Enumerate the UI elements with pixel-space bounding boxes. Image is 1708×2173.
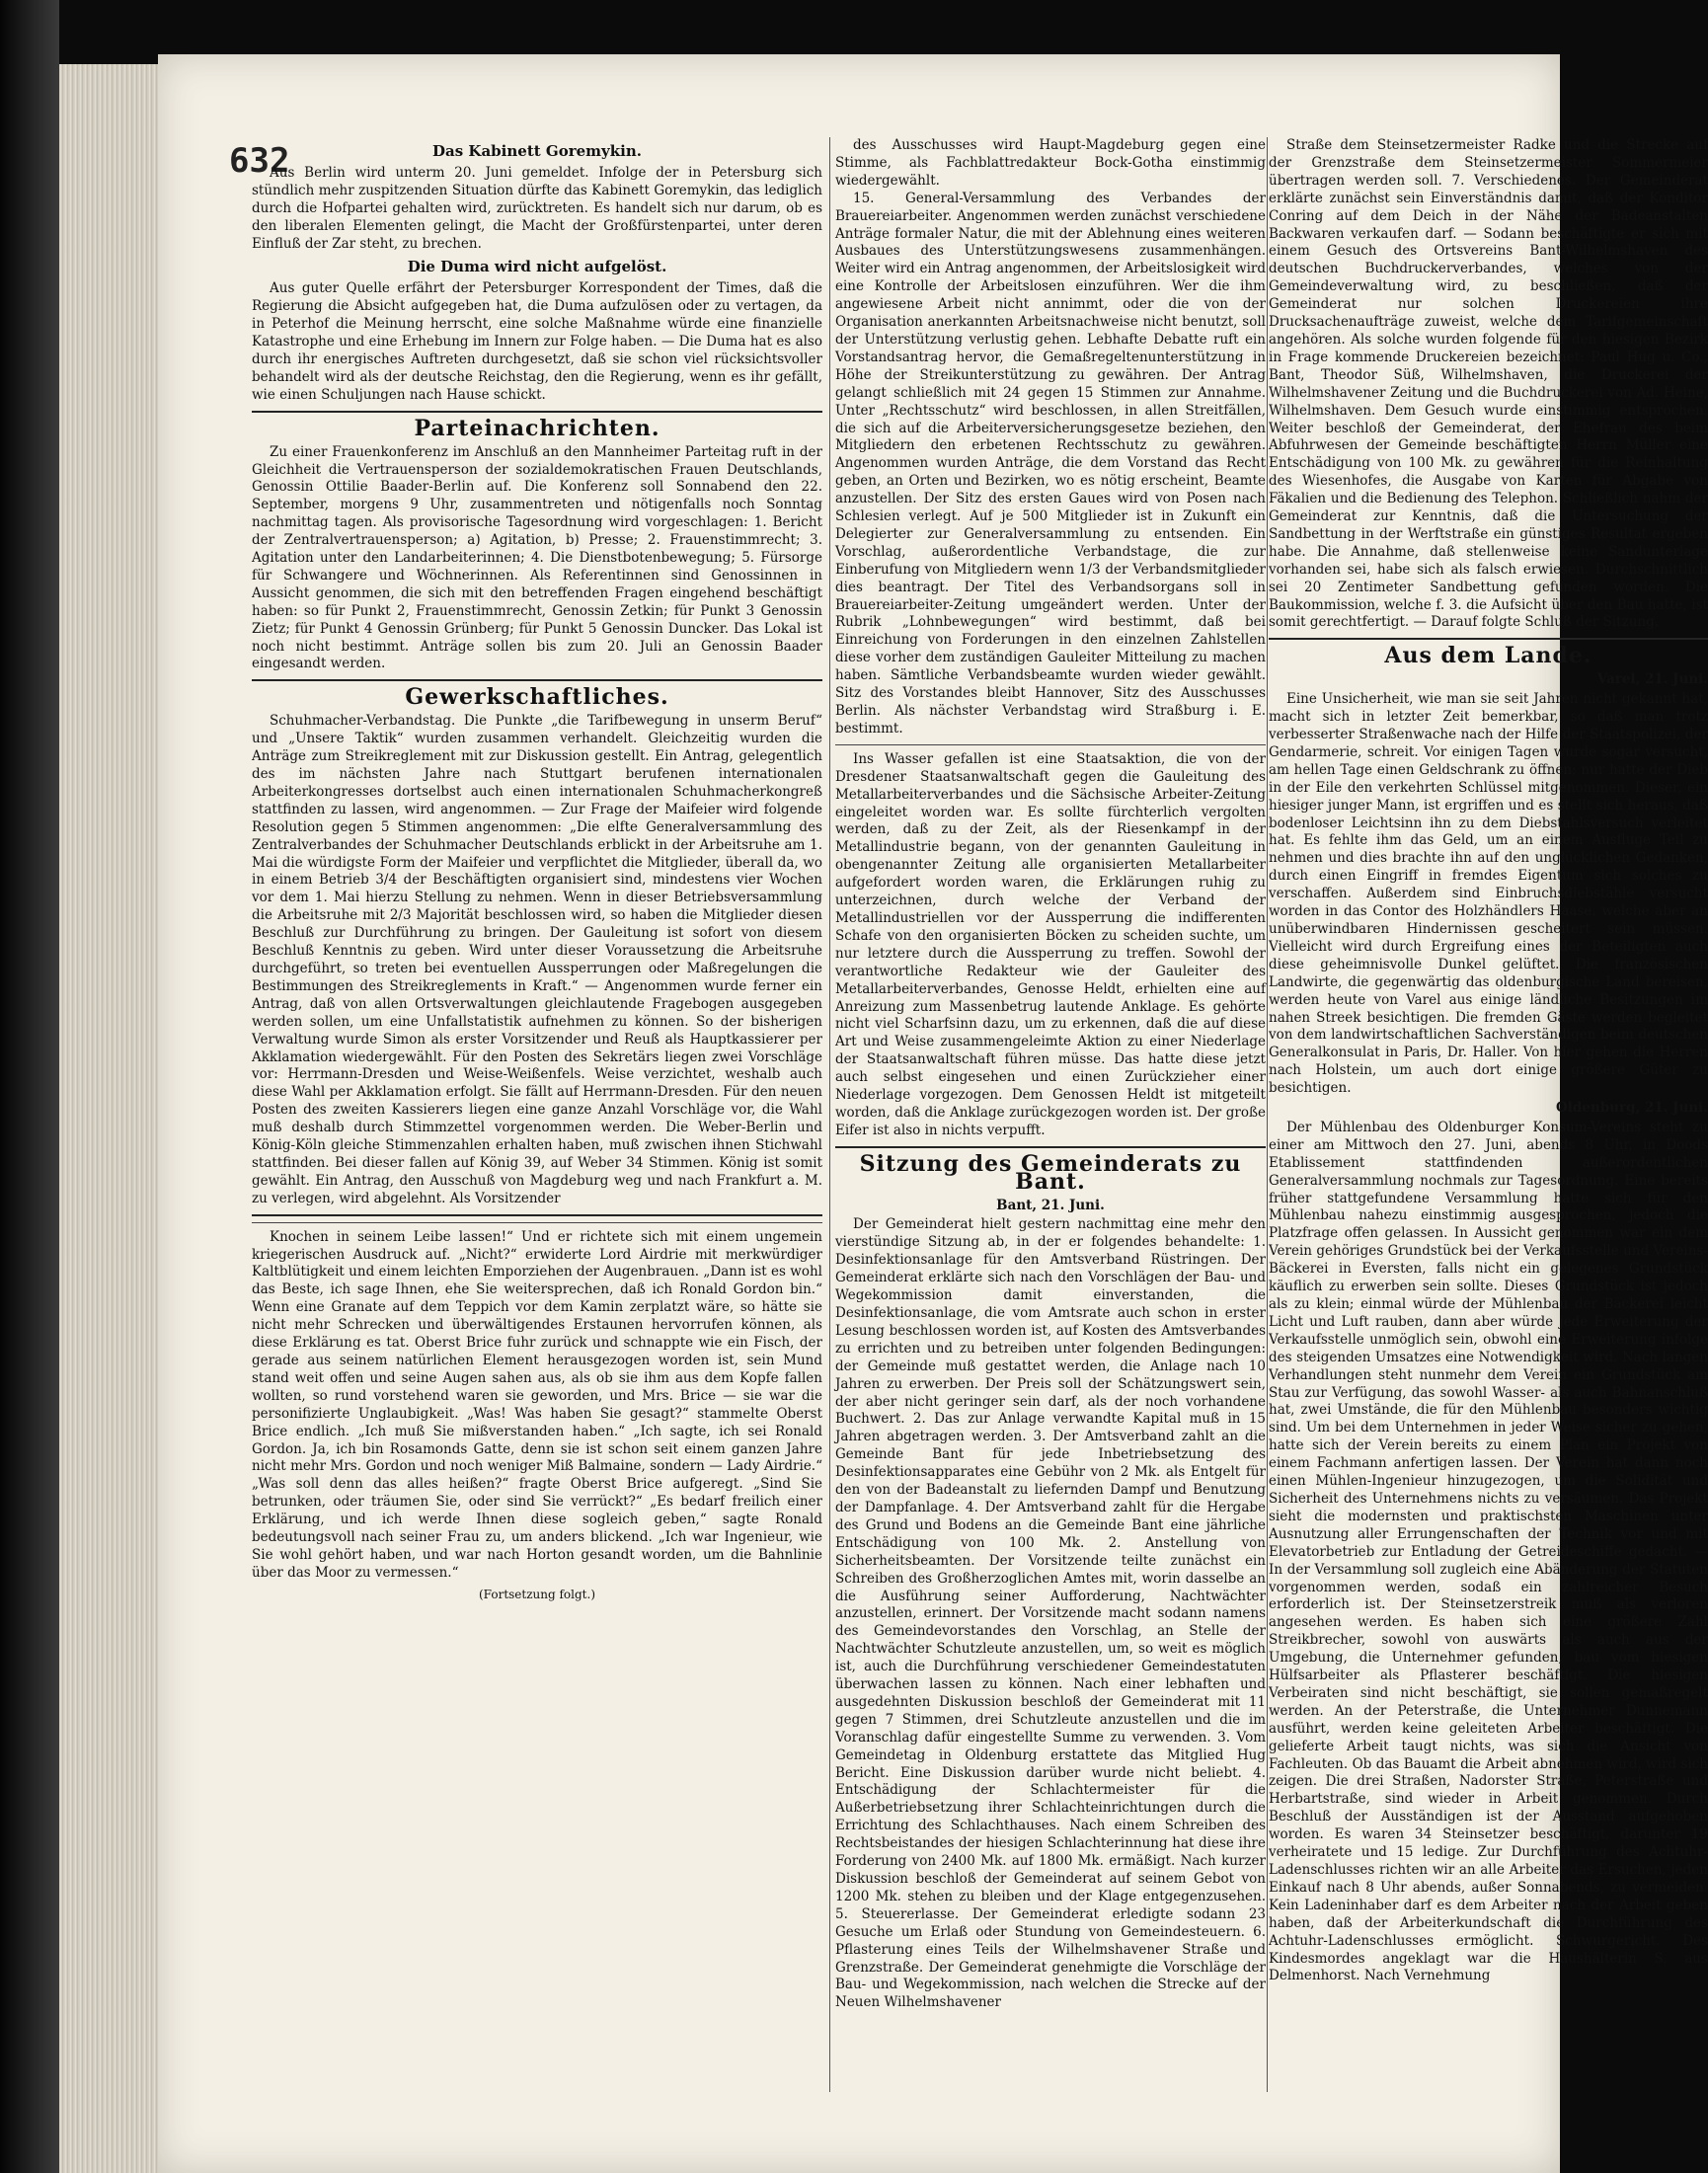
- article-text-partei: Zu einer Frauenkonferenz im Anschluß an den Mannheimer Parteitag ruft in der Gleichheit die Vertrauensperson der sozialdemokratischen Frauen Deutschlands, Genossin Ottilie Baader-Berlin auf. Die Konferenz soll Sonnabend den 22. September, morgens 9 Uhr, zusammentreten und nötigenfalls noch Sonntag nachmittag tagen. Als provisorische Tagesordnung wird vorgeschlagen: 1. Bericht der Zentralvertrauensperson; a) Agitation, b) Presse; 2. Frauenstimmrecht; 3. Agitation unter den Landarbeiterinnen; 4. Die Dienstbotenbewegung; 5. Fürsorge für Schwangere und Wöchnerinnen. Als Referentinnen sind Genossinnen in Aussicht genommen, die sich mit den betreffenden Fragen eingehend beschäftigt haben: so für Punkt 2, Frauenstimmrecht, Genossin Zetkin; für Punkt 3 Genossin Zietz; für Punkt 4 Genossin Grünberg; für Punkt 5 Genossin Duncker. Das Lokal ist noch nicht bestimmt. Anträge sollen bis zum 20. Juli an Genossin Baader eingesandt werden.: [252, 443, 822, 672]
- newspaper-page: [158, 54, 1708, 2173]
- feuilleton-rule: [252, 1214, 822, 1216]
- article-text-intro: des Ausschusses wird Haupt-Magdeburg gegen eine Stimme, als Fachblattredakteur Bock-Gotha einstimmig wiedergewählt.: [835, 137, 1266, 189]
- column-2: [835, 137, 1266, 2112]
- column-3: [1269, 137, 1708, 2112]
- article-text-duma: Aus guter Quelle erfährt der Petersburger Korrespondent der Times, daß die Regierung die Absicht aufgegeben hat, die Duma aufzulösen oder zu vertagen, da in Peterhof die Meinung herrscht, eine solche Maßnahme würde eine finanzielle Katastrophe und eine Erhebung im Innern zur Folge haben. — Die Duma hat es also durch ihr energisches Auftreten durchgesetzt, daß sie schon viel rücksichtsvoller behandelt wird als der deutsche Reichstag, den die Regierung, wenn es ihr gefällt, wie einen Schuljungen nach Hause schickt.: [252, 280, 822, 403]
- section-rule: [252, 679, 822, 681]
- column-rule: [829, 137, 830, 2092]
- dateline-oldenburg: Oldenburg, 21. Juni.: [1556, 1100, 1708, 1117]
- article-text-oldenburg: Der Mühlenbau des Oldenburger Konsum-Vereins steht zu einer am Mittwoch den 27. Juni, abends 8 Uhr, in Doods Etablissement stattfindenden außerordentlichen Generalversammlung nochmals zur Tagesordnung. Eine bereits früher stattgefundene Versammlung hatte sich für den Mühlenbau nahezu einstimmig ausgesprochen, jedoch die Platzfrage offen gelassen. In Aussicht genommen war ein dem Verein gehöriges Grundstück bei der Verkaufsstelle und Vereins-Bäckerei in Eversten, falls nicht ein gelegenes Grundstück käuflich zu erwerben sein sollte. Dieses Grundstück ist jedoch als zu klein; einmal würde der Mühlenbau der Bäckerei leicht Licht und Luft rauben, dann aber würde jede Erweiterung der Verkaufsstelle unmöglich sein, obwohl eine Erweiterung infolge des steigenden Umsatzes eine Notwendigkeit wird. Nach langen Verhandlungen steht nunmehr dem Verein ein Grundstück am Stau zur Verfügung, das sowohl Wasser- als auch Bahnanschluß hat, zwei Umstände, die für den Mühlenbau besonders wichtig sind. Um bei dem Unternehmen in jeder Weise sicher zu gehen, hatte sich der Verein bereits zu einem Plan ein Projekt von einem Fachmann anfertigen lassen. Der Verein hat dann noch einen Mühlen-Ingenieur hinzugezogen, um die Solidität und Sicherheit des Unternehmens nichts zu versäumen. Das Projekt sieht die modernsten und praktischsten Maschinen unter Ausnutzung aller Errungenschaften der Technik vor und mit Elevatorbetrieb zur Entladung der Getreideschiffe gedacht. — In der Versammlung soll zugleich eine Abänderung der Statuten vorgenommen werden, sodaß ein zahlreicher Besuch erforderlich ist. Der Steinsetzerstreik muß als verloren angesehen werden. Es haben sich eine größere Zahl Streikbrecher, sowohl von auswärts als auch aus der Umgebung, die Unternehmer gefunden, bau vom hiesigen Hülfsarbeiter als Pflasterer beschäftigt. Die hiesigen Verbeiraten sind nicht beschäftigt, sie sollen gemaßregelt werden. An der Peterstraße, die Unternehmer Dunnemann ausführt, werden keine geleiteten Arbeiter beschäftigt. Die gelieferte Arbeit taugt nichts, was sich die Ansicht von Fachleuten. Ob das Bauamt die Arbeit abnehmen wird, wird sich zeigen. Die drei Straßen, Nadorster Straße, Peterstraße und Herbartstraße, sind wieder in Arbeit genommen. Durch Beschluß der Ausständigen ist der Ausstand aufgehoben worden. Es waren 34 Steinsetzer beschäftigt, darunter 19 verheiratete und 15 ledige. Zur Durchführung des Achtuhr-Ladenschlusses richten wir an alle Arbeiter das Ersuchen, jeden Einkauf nach 8 Uhr abends, außer Sonnabends, zu vermeiden. Kein Ladeninhaber darf es dem Arbeiter nach der Arbeit geben haben, daß der Arbeiterkundschaft die Durchführung des Achtuhr-Ladenschlusses ermöglicht. Schwurgericht. Des Kindesmordes angeklagt war die Haushälterin S. aus Delmenhorst. Nach Vernehmung: [1269, 1119, 1708, 1984]
- section-title-gewerk: Gewerkschaftliches.: [405, 684, 669, 711]
- section-rule: [1269, 638, 1708, 640]
- section-title-partei: Parteinachrichten.: [414, 415, 660, 441]
- dateline-bant: Bant, 21. Juni.: [996, 1197, 1105, 1213]
- section-rule: [252, 411, 822, 413]
- section-title-lande: Aus dem Lande.: [1384, 643, 1592, 669]
- article-text-varel: Eine Unsicherheit, wie man sie seit Jahren nicht gekannt hat, macht sich in letzter Zeit bemerkbar, so daß man trotz verbesserter Straßenwache nach der Hilfe der Staatspolizei, der Gendarmerie, schreit. Vor einigen Tagen wurde sogar versucht, am hellen Tage einen Geldschrank zu öffnen; nur hatte der Dieb in der Eile den verkehrten Schlüssel mitgenommen. Dieser, ein hiesiger junger Mann, ist ergriffen und es stellt sich heraus, daß bodenloser Leichtsinn ihn zu dem Diebstahlsversuch verleitet hat. Es fehlte ihm das Geld, um an einem Ausfluge Teil zu nehmen und dies brachte ihn auf den unglücklichen Gedanken, durch einen Eingriff in fremdes Eigentum sich solches zu verschaffen. Außerdem sind Einbruchsdiebstähle versucht worden in das Contor des Holzhändlers Haase, welche aber an unüberwindbaren Hindernissen gescheitert sein müssen. Vielleicht wird durch Ergreifung eines der Beteiligten auch diese geheimnisvolle Dunkel gelüftet. Die französischen Landwirte, die gegenwärtig das oldenburgische Land bereisen, werden heute von Varel aus einige ländliche Besitzungen im nahen Streek besichtigen. Die fremden Gäste werden begleitet von dem landwirtschaftlichen Sachverständigen beim deutschen Generalkonsulat in Paris, Dr. Haller. Von hier gehen die Herren nach Holstein, um auch dort einige größere Güter zu besichtigen.: [1269, 691, 1708, 1097]
- article-rule: [835, 744, 1266, 745]
- feuilleton-text: Knochen in seinem Leibe lassen!“ Und er richtete sich mit einem ungemein kriegerischen Ausdruck auf. „Nicht?“ erwiderte Lord Airdrie mit merkwürdiger Kaltblütigkeit und einem leichten Emporziehen der Augenbrauen. „Dann ist es wohl das Beste, ich sage Ihnen, ehe Sie weitersprechen, daß ich Ronald Gordon bin.“ Wenn eine Granate auf dem Teppich vor dem Kamin zerplatzt wäre, so hätte sie nicht mehr Schrecken und überwältigendes Erstaunen hervorrufen können, als diese Erklärung es tat. Oberst Brice fuhr zurück und schnappte wie ein Fisch, der gerade aus seinem natürlichen Element herausgezogen worden ist, sein Mund stand weit offen und seine Augen sahen aus, als ob sie ihm aus dem Kopfe fallen wollten, so rund vorstehend waren sie geworden, und Mrs. Brice — sie war die personifizierte Unglaubigkeit. „Was! Was haben Sie gesagt?“ stammelte Oberst Brice endlich. „Ich muß Sie mißverstanden haben.“ „Ich sagte, ich sei Ronald Gordon. Ja, ich bin Rosamonds Gatte, denn sie ist schon seit einem ganzen Jahre nicht mehr Mrs. Gordon und noch weniger Miß Balmaine, sondern — Lady Airdrie.“ „Was soll denn das alles heißen?“ fragte Oberst Brice aufgeregt. „Sind Sie betrunken, oder träumen Sie, oder sind Sie verrückt?“ „Es bedarf freilich einer Erklärung, und ich werde Ihnen diese sogleich geben,“ sagte Ronald bedeutungsvoll nach seiner Frau zu, um anders blickend. „Ich war Ingenieur, wie Sie wohl gehört haben, und war nach Horton gesandt worden, um die Bahnlinie über das Moor zu vermessen.“: [252, 1228, 822, 1581]
- section-rule: [835, 1146, 1266, 1148]
- article-text-wasser: Ins Wasser gefallen ist eine Staatsaktion, die von der Dresdener Staatsanwaltschaft gegen die Gauleitung des Metallarbeiterverbandes und die Sächsische Arbeiter-Zeitung eingeleitet worden war. Es sollte fürchterlich vergolten werden, daß zu der Zeit, als der Riesenkampf in der Metallindustrie begann, von der genannten Gauleitung in obengenannter Zeitung alle organisierten Metallarbeiter aufgefordert worden waren, die Erklärungen ruhig zu unterzeichnen, durch welche der Verband der Metallindustriellen vor der Aussperrung die indifferenten Schafe von den organisierten Böcken zu scheiden suchte, um nur letztere durch die Aussperrung zu treffen. Sowohl der verantwortliche Redakteur wie der Gauleiter des Metallarbeiterverbandes, Genosse Heldt, erhielten eine auf Anreizung zum Massenbetrug lautende Anklage. Es gehörte nicht viel Scharfsinn dazu, um zu erkennen, daß die auf diese Art und Weise zusammengeleimte Aktion zu einer Niederlage der Staatsanwaltschaft führen müsse. Das hatte diese jetzt auch selbst eingesehen und einen Zurückzieher einer Niederlage vorgezogen. Dem Genossen Heldt ist mitgeteilt worden, daß die Anklage zurückgezogen worden ist. Der große Eifer ist also in nichts verpufft.: [835, 750, 1266, 1138]
- article-text-sitzung: Der Gemeinderat hielt gestern nachmittag eine mehr den vierstündige Sitzung ab, in der er folgendes behandelte: 1. Desinfektionsanlage für den Amtsverband Rüstringen. Der Gemeinderat erklärte sich nach den Vorschlägen der Bau- und Wegekommission damit einverstanden, die Desinfektionsanlage, die vom Amtsrate auch schon in erster Lesung beschlossen worden ist, auf Kosten des Amtsverbandes zu errichten und zu betreiben unter folgenden Bedingungen: der Gemeinde muß gestattet werden, die Anlage nach 10 Jahren zu erwerben. Der Preis soll der Schätzungswert sein, der aber nicht geringer sein darf, als der noch vorhandene Buchwert. 2. Das zur Anlage verwandte Kapital muß in 15 Jahren abgetragen werden. 3. Der Amtsverband zahlt an die Gemeinde Bant für jede Inbetriebsetzung des Desinfektionsapparates eine Gebühr von 2 Mk. als Entgelt für den von der Badeanstalt zu liefernden Dampf und Benutzung der Dampfanlage. 4. Der Amtsverband zahlt für die Hergabe des Grund und Bodens an die Gemeinde Bant eine jährliche Entschädigung von 100 Mk. 2. Anstellung von Sicherheitsbeamten. Der Vorsitzende teilte zunächst ein Schreiben des Großherzoglichen Amtes mit, worin dasselbe an die Ausführung seiner Aufforderung, Nachtwächter anzustellen, erinnert. Der Vorsitzende macht sodann namens des Gemeindevorstandes den Vorschlag, an Stelle der Nachtwächter Schutzleute anzustellen, um, so weit es möglich ist, auch die Durchführung verschiedener Gemeindestatuten überwachen lassen zu können. Nach einer lebhaften und ausgedehnten Diskussion beschloß der Gemeinderat mit 11 gegen 7 Stimmen, drei Schutzleute anzustellen und die im Voranschlag dafür eingestellte Summe zu verwenden. 3. Vom Gemeindetag in Oldenburg erstattete das Mitglied Hug Bericht. Eine Diskussion darüber wurde nicht beliebt. 4. Entschädigung der Schlachtermeister für die Außerbetriebsetzung ihrer Schlachteinrichtungen durch die Errichtung des Schlachthauses. Nach einem Schreiben des Rechtsbeistandes der hiesigen Schlachterinnung hat diese ihre Forderung von 2400 Mk. auf 1800 Mk. ermäßigt. Nach kurzer Diskussion beschloß der Gemeinderat auf seinem Gebot von 1200 Mk. stehen zu bleiben und der Klage entgegenzusehen. 5. Steuererlasse. Der Gemeinderat erledigte sodann 23 Gesuche um Erlaß oder Stundung von Gemeindesteuern. 6. Pflasterung eines Teils der Wilhelmshavener Straße und Grenzstraße. Der Gemeinderat genehmigte die Vorschläge der Bau- und Wegekommission, nach welchen die Strecke auf der Neuen Wilhelmshavener: [835, 1216, 1266, 2011]
- article-title-kabinett: Das Kabinett Goremykin.: [432, 142, 642, 160]
- page-number: 632: [229, 141, 290, 181]
- article-text-gewerk: Schuhmacher-Verbandstag. Die Punkte „die Tarifbewegung in unserm Beruf“ und „Unsere Taktik“ wurden zusammen verhandelt. Gleichzeitig wurden die Anträge zum Streikreglement mit zur Diskussion gestellt. Ein Antrag, gelegentlich des im nächsten Jahre nach Stuttgart berufenen internationalen Arbeiterkongresses dortselbst auch einen internationalen Schuhmacherkongreß stattfinden zu lassen, wird angenommen. — Zur Frage der Maifeier wird folgende Resolution gegen 5 Stimmen angenommen: „Die elfte Generalversammlung des Zentralverbandes der Schuhmacher Deutschlands erblickt in der Arbeitsruhe am 1. Mai die würdigste Form der Maifeier und verpflichtet die Mitglieder, überall da, wo in einem Betrieb 3/4 der Beschäftigten organisiert sind, mindestens vier Wochen vor dem 1. Mai hierzu Stellung zu nehmen. Wenn in dieser Betriebsversammlung die Arbeitsruhe mit 2/3 Majorität beschlossen wird, so haben die Mitglieder diesen Beschluß zur Durchführung zu bringen. Der Gauleitung ist sofort von diesem Beschluß Kenntnis zu geben. Wird unter dieser Voraussetzung die Arbeitsruhe durchgeführt, so treten bei eventuellen Aussperrungen oder Maßregelungen die Bestimmungen des Streikreglements in Kraft.“ — Angenommen wurde ferner ein Antrag, daß von allen Ortsverwaltungen gleichlautende Fragebogen ausgegeben werden sollen, um eine Unfallstatistik aufnehmen zu können. So der bisherigen Verwaltung wurde Simon als erster Vorsitzender und Reuß als Hauptkassierer per Akklamation wiedergewählt. Für den Posten des Sekretärs liegen zwei Vorschläge vor: Herrmann-Dresden und Weise-Weißenfels. Weise verzichtet, weshalb auch diese Wahl per Akklamation erfolgt. Sie fällt auf Herrmann-Dresden. Für den neuen Posten des zweiten Kassierers liegen eine ganze Anzahl Vorschläge vor, die Wahl muß deshalb durch Stimmzettel vorgenommen werden. Die Weber-Berlin und König-Köln gleiche Stimmenzahlen erhalten haben, muß zwischen ihnen Stichwahl stattfinden. Bei dieser fallen auf König 39, auf Weber 34 Stimmen. König ist somit gewählt. Ein Antrag, den Ausschuß von Magdeburg weg und nach Frankfurt a. M. zu verlegen, wird abgelehnt. Als Vorsitzender: [252, 713, 822, 1206]
- article-text-kabinett: Aus Berlin wird unterm 20. Juni gemeldet. Infolge der in Petersburg sich stündlich mehr zuspitzenden Situation dürfte das Kabinett Goremykin, das lediglich durch die Hofpartei gehalten wird, zurücktreten. Es handelt sich nur darum, ob es den liberalen Elementen gelingt, die Macht der Großfürstenpartei, unter deren Einfluß der Zar steht, zu brechen.: [252, 164, 822, 252]
- column-1: [252, 137, 822, 2112]
- page-edges: [59, 64, 158, 2173]
- section-title-sitzung: Sitzung des Gemeinderats zu Bant.: [859, 1150, 1242, 1195]
- book-binding: [0, 0, 59, 2173]
- column-rule: [1267, 137, 1268, 2092]
- article-title-duma: Die Duma wird nicht aufgelöst.: [407, 258, 667, 276]
- continuation-note: (Fortsetzung folgt.): [479, 1587, 595, 1601]
- article-text-brauerei: 15. General-Versammlung des Verbandes der Brauereiarbeiter. Angenommen werden zunächst verschiedene Anträge formaler Natur, die mit der Ablehnung eines weiteren Ausbaues des Unterstützungswesens zusammenhängen. Weiter wird ein Antrag angenommen, der Arbeitslosigkeit wird eine Kontrolle der Arbeitslosen einzuführen. Wer die ihm angewiesene Arbeit nicht annimmt, oder die von der Organisation anerkannten Arbeitsnachweise nicht benutzt, soll der Unterstützung verlustig gehen. Lebhafte Debatte ruft ein Vorstandsantrag hervor, die Gemaßregeltenunterstützung in Höhe der Streikunterstützung zu gewähren. Der Antrag gelangt schließlich mit 24 gegen 15 Stimmen zur Annahme. Unter „Rechtsschutz“ wird beschlossen, in allen Streitfällen, die sich auf die Arbeiterversicherungsgesetze beziehen, den Mitgliedern den erbetenen Rechtsschutz zu gewähren. Angenommen wurden Anträge, die dem Vorstand das Recht geben, an Orten und Bezirken, wo es nötig erscheint, Beamte anzustellen. Der Sitz des ersten Gaues wird von Posen nach Schlesien verlegt. Auf je 500 Mitglieder ist in Zukunft ein Delegierter zur Generalversammlung zu entsenden. Ein Vorschlag, außerordentliche Verbandstage, die zur Einberufung von Mitgliedern wenn 1/3 der Verbandsmitglieder dies beantragt. Der Titel des Verbandsorgans soll in Brauereiarbeiter-Zeitung umgeändert werden. Unter der Rubrik „Lohnbewegungen“ wird bestimmt, daß bei Einreichung von Forderungen in den einzelnen Zahlstellen diese vorher dem zuständigen Gauleiter Mitteilung zu machen haben. Sämtliche Verbandsbeamte wurden wieder gewählt. Sitz des Vorstandes bleibt Hannover, Sitz des Ausschusses Berlin. Als nächster Verbandstag wird Straßburg i. E. bestimmt.: [835, 190, 1266, 737]
- article-text-sitzung-cont: Straße dem Steinsetzermeister Radke und die Strecke auf der Grenzstraße dem Steinsetzermeister Sommermeier übertragen werden soll. 7. Verschiedenes. Der Gemeinderat erklärte zunächst sein Einverständnis damit, daß der Konditor Conring auf dem Deich in der Nähe der Badeanstalten Backwaren verkaufen darf. — Sodann beschäftigte er sich mit einem Gesuch des Ortsvereins Bant-Wilhelmshaven des deutschen Buchdruckerverbandes, welches von der Gemeindeverwaltung wird, zu beschließen, daß der Gemeinderat nur solchen Druckereien ihre Drucksachenaufträge zuweist, welche dem Tarifgemeinschaft angehören. Als solche wurden folgende für den hiesigen Bezirk in Frage kommende Druckereien bezeichnet: Paul Hug u. Co., Bant, Theodor Süß, Wilhelmshaven, die Druckerei der Wilhelmshavener Zeitung und die Buchdruckerei von Ad. Heine, Wilhelmshaven. Dem Gesuch wurde einstimmig entsprochen. Weiter beschloß der Gemeinderat, der Ehefrau des beim Abfuhrwesen der Gemeinde beschäftigten Herrn Müller eine Entschädigung von 100 Mk. zu gewähren für die Reinhaltung des Wiesenhofes, die Ausgabe von Karten für Abgabe von Fäkalien und die Bedienung des Telephon. Schließlich nahm der Gemeinderat zur Kenntnis, daß die Untersuchung der Sandbettung in der Werftstraße ein günstiges Resultat ergeben habe. Die Annahme, daß stellenweise keine Sandunterlage vorhanden sei, habe sich als falsch erwiesen. Durchschnittlich sei 20 Zentimeter Sandbettung gefunden worden. Die Baukommission, welche f. 3. die Aufsicht über den Bau hatte, ist somit gerechtfertigt. — Darauf folgte Schluß der Sitzung.: [1269, 137, 1708, 631]
- feuilleton-rule: [252, 1222, 822, 1223]
- dateline-varel: Varel, 21. Juni.: [1596, 671, 1708, 688]
